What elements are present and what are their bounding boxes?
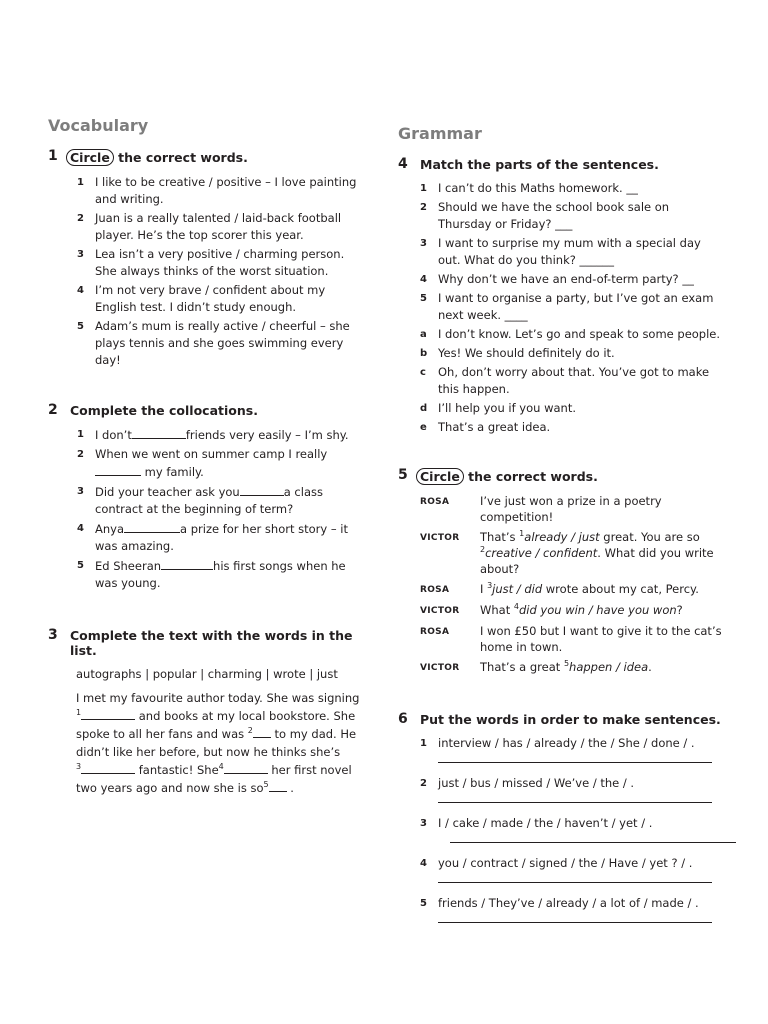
- dialogue: [398, 493, 724, 676]
- speaker-name: VICTOR: [420, 533, 460, 543]
- list-item: 4 Why don’t we have an end-of-term party? __: [420, 272, 694, 286]
- cloze-paragraph: I met my favourite author today. She was signing $^1$ and books at my local bookstore. She spoke to all her fans and was $^2$ to my dad. He didn’t like her before, but now he thinks she’s $^3$ fantastic! She$^4$ her first novel two years ago and now she is $so^5$ .: [76, 691, 360, 795]
- list-item: 1 I like to be creative / positive – I love painting and writing.: [77, 175, 357, 206]
- list-item: 2 just / bus / missed / We’ve / the / .: [420, 776, 635, 790]
- circle-word: Circle: [66, 149, 114, 166]
- dialogue-line: VICTOR That’s $^1$already / just great. You are so $^2$creative / confident. What did you write about?: [398, 529, 724, 577]
- grammar-heading: Grammar: [398, 124, 482, 143]
- exercise-2-heading: [48, 403, 368, 418]
- exercise-title: the correct words.: [113, 150, 248, 165]
- list-item: 5 friends / They’ve / already / a lot of / made / .: [420, 896, 699, 910]
- vocabulary-column: [48, 116, 368, 797]
- option-choice[interactable]: did you win / have you won: [518, 603, 677, 617]
- list-item: 1 I can’t do this Maths homework. __: [420, 181, 638, 195]
- list-item: 4 I’m not very brave / confident about my English test. I didn’t study enough.: [77, 283, 326, 314]
- exercise-number: 6: [398, 711, 408, 727]
- list-item: c Oh, don’t worry about that. You’ve got to make this happen.: [420, 365, 710, 396]
- exercise-title: Complete the collocations.: [70, 403, 258, 418]
- exercise-1-heading: [48, 149, 368, 166]
- option-choice[interactable]: already / just: [524, 530, 600, 544]
- answer-line[interactable]: [438, 874, 712, 883]
- exercise-number: 4: [398, 156, 408, 172]
- answer-blank[interactable]: [81, 707, 135, 720]
- list-item: 4 you / contract / signed / the / Have / yet ? / .: [420, 856, 693, 870]
- answer-line[interactable]: [438, 754, 712, 763]
- vocabulary-heading: Vocabulary: [48, 116, 149, 135]
- answer-blank[interactable]: [269, 779, 287, 792]
- exercise-title: the correct words.: [463, 469, 598, 484]
- speaker-name: VICTOR: [420, 663, 460, 673]
- list-item: 1 I don’t friends very easily – I’m shy.: [77, 428, 349, 442]
- exercise-title: Complete the text with the words in the list.: [70, 628, 353, 658]
- answer-line[interactable]: [438, 794, 712, 803]
- speaker-name: ROSA: [420, 585, 450, 595]
- exercise-4-items: [398, 180, 724, 436]
- word-list: autographs | popular | charming | wrote | just: [76, 667, 338, 681]
- answer-blank[interactable]: [161, 557, 213, 570]
- list-item: 3 I / cake / made / the / haven’t / yet / .: [420, 816, 653, 830]
- circle-word: Circle: [416, 468, 464, 485]
- exercise-2-items: [48, 426, 368, 592]
- list-item: 2 Should we have the school book sale on Thursday or Friday? ___: [420, 200, 670, 231]
- answer-blank[interactable]: [132, 426, 186, 439]
- list-item: 3 Did your teacher ask you a class contract at the beginning of term?: [77, 485, 323, 516]
- exercise-6-heading: [398, 712, 724, 727]
- exercise-1-items: [48, 174, 368, 369]
- list-item: 1 interview / has / already / the / She / done / .: [420, 736, 695, 750]
- answer-blank[interactable]: [240, 483, 284, 496]
- list-item: 2 Juan is a really talented / laid-back football player. He’s the top scorer this year.: [77, 211, 342, 242]
- dialogue-line: VICTOR That’s a great $^5$happen / idea.: [398, 659, 724, 676]
- exercise-title: Match the parts of the sentences.: [420, 157, 659, 172]
- list-item: 5 Ed Sheeran his first songs when he was young.: [77, 559, 346, 590]
- answer-blank[interactable]: [124, 520, 180, 533]
- option-choice[interactable]: happen / idea: [569, 660, 649, 674]
- list-item: a I don’t know. Let’s go and speak to some people.: [420, 327, 721, 341]
- answer-blank[interactable]: [81, 761, 135, 774]
- answer-blank[interactable]: [253, 725, 271, 738]
- list-item: 5 Adam’s mum is really active / cheerful – she plays tennis and she goes swimming every day!: [77, 319, 350, 367]
- list-item: 3 Lea isn’t a very positive / charming person. She always thinks of the worst situation.: [77, 247, 345, 278]
- list-item: 2 When we went on summer camp I really my family.: [77, 447, 328, 479]
- exercise-3-heading: [48, 628, 368, 658]
- answer-line[interactable]: [450, 834, 736, 843]
- exercise-6-items: [398, 735, 724, 923]
- exercise-number: 2: [48, 402, 58, 418]
- dialogue-line: ROSA I $^3$just / did wrote about my cat, Percy.: [398, 581, 724, 598]
- exercise-number: 5: [398, 467, 408, 483]
- list-item: b Yes! We should definitely do it.: [420, 346, 615, 360]
- exercise-title: Put the words in order to make sentences.: [420, 712, 721, 727]
- answer-line[interactable]: [438, 914, 712, 923]
- exercise-5-heading: [398, 468, 724, 485]
- speaker-name: ROSA: [420, 497, 450, 507]
- dialogue-line: ROSA I won £50 but I want to give it to the cat’s home in town.: [398, 623, 724, 655]
- list-item: 3 I want to surprise my mum with a special day out. What do you think? ______: [420, 236, 701, 267]
- option-choice[interactable]: creative / confident: [485, 546, 598, 560]
- dialogue-line: ROSA I’ve just won a prize in a poetry competition!: [398, 493, 724, 525]
- list-item: e That’s a great idea.: [420, 420, 551, 434]
- answer-blank[interactable]: [95, 463, 141, 476]
- exercise-number: 3: [48, 627, 58, 643]
- speaker-name: ROSA: [420, 627, 450, 637]
- list-item: d I’ll help you if you want.: [420, 401, 576, 415]
- answer-blank[interactable]: [224, 761, 268, 774]
- dialogue-line: VICTOR What $^4$did you win / have you won?: [398, 602, 724, 619]
- option-choice[interactable]: just / did: [492, 582, 543, 596]
- speaker-name: VICTOR: [420, 606, 460, 616]
- exercise-number: 1: [48, 148, 58, 164]
- grammar-column: [398, 124, 724, 935]
- list-item: 5 I want to organise a party, but I’ve got an exam next week. ____: [420, 291, 714, 322]
- exercise-4-heading: [398, 157, 724, 172]
- list-item: 4 Anya a prize for her short story – it was amazing.: [77, 522, 348, 553]
